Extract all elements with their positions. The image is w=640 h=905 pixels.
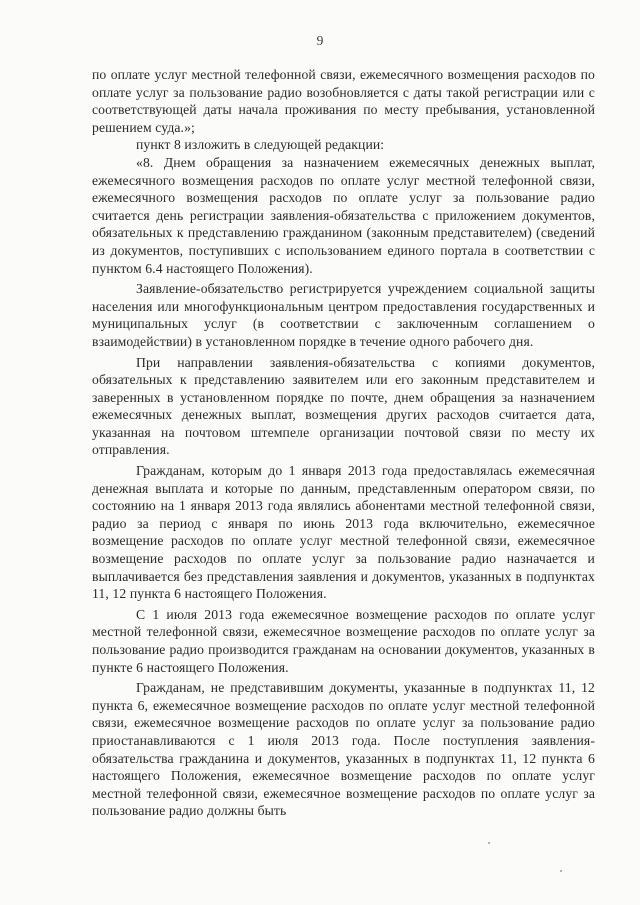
paragraph-registration: Заявление-обязательство регистрируется учреждением социальной защиты населения или многофункциональным центром предоставления государственных и муниципальных услуг (в соответствии с заключенным соглашением о взаимодействии) в установленном порядке в течение одного рабочего дня.: [92, 281, 595, 349]
scan-speck: [488, 842, 490, 844]
paragraph-continuation: по оплате услуг местной телефонной связи, ежемесячного возмещения расходов по оплате услуг за пользование радио возобновляется с даты такой регистрации или с соответствующей даты начала проживания по месту пребывания, установленной решением суда.»;: [92, 67, 595, 135]
paragraph-amendment-intro: пункт 8 изложить в следующей редакции:: [136, 137, 385, 153]
paragraph-postal-submission: При направлении заявления-обязательства с копиями документов, обязательных к представлению заявителем или его законным представителем и заверенных в установленном порядке по почте, днем обращения за назначением ежемесячных денежных выплат, возмещения других расходов считается дата, указанная на почтовом штемпеле организации почтовой связи по месту их отправления.: [92, 354, 595, 458]
paragraph-item-8: «8. Днем обращения за назначением ежемесячных денежных выплат, ежемесячного возмещения расходов по оплате услуг местной телефонной связи, ежемесячного возмещения расходов по оплате услуг за пользование радио считается день регистрации заявления-обязательства с приложением документов, обязательных к представлению гражданином (законным представителем) (сведений из документов, поступивших с использованием единого портала в соответствии с пунктом 6.4 настоящего Положения).: [92, 154, 595, 276]
page-number: 9: [316, 33, 324, 48]
paragraph-before-2013: Гражданам, которым до 1 января 2013 года предоставлялась ежемесячная денежная выплата и которые по данным, представленным оператором связи, по состоянию на 1 января 2013 года являлись абонентами местной телефонной связи, радио за период с января по июнь 2013 года включительно, ежемесячное возмещение расходов по оплате услуг местной телефонной связи, ежемесячное возмещение расходов по оплате услуг за пользование радио назначается и выплачивается без представления заявления и документов, указанных в подпунктах 11, 12 пункта 6 настоящего Положения.: [92, 463, 595, 602]
paragraph-from-july-2013: С 1 июля 2013 года ежемесячное возмещение расходов по оплате услуг местной телефонной связи, ежемесячное возмещение расходов по оплате услуг за пользование радио производится гражданам на основании документов, указанных в пункте 6 настоящего Положения.: [92, 606, 595, 675]
paragraph-suspension: Гражданам, не представившим документы, указанные в подпунктах 11, 12 пункта 6, ежемесячное возмещение расходов по оплате услуг местной телефонной связи, ежемесячное возмещение расходов по оплате услуг за пользование радио приостанавливаются с 1 июля 2013 года. После поступления заявления-обязательства гражданина и документов, указанных в подпунктах 11, 12 пункта 6 настоящего Положения, ежемесячное возмещение расходов по оплате услуг местной телефонной связи, ежемесячное возмещение расходов по оплате услуг за пользование радио должны быть: [92, 680, 595, 819]
scan-speck: [560, 870, 562, 872]
document-body: [92, 66, 595, 820]
